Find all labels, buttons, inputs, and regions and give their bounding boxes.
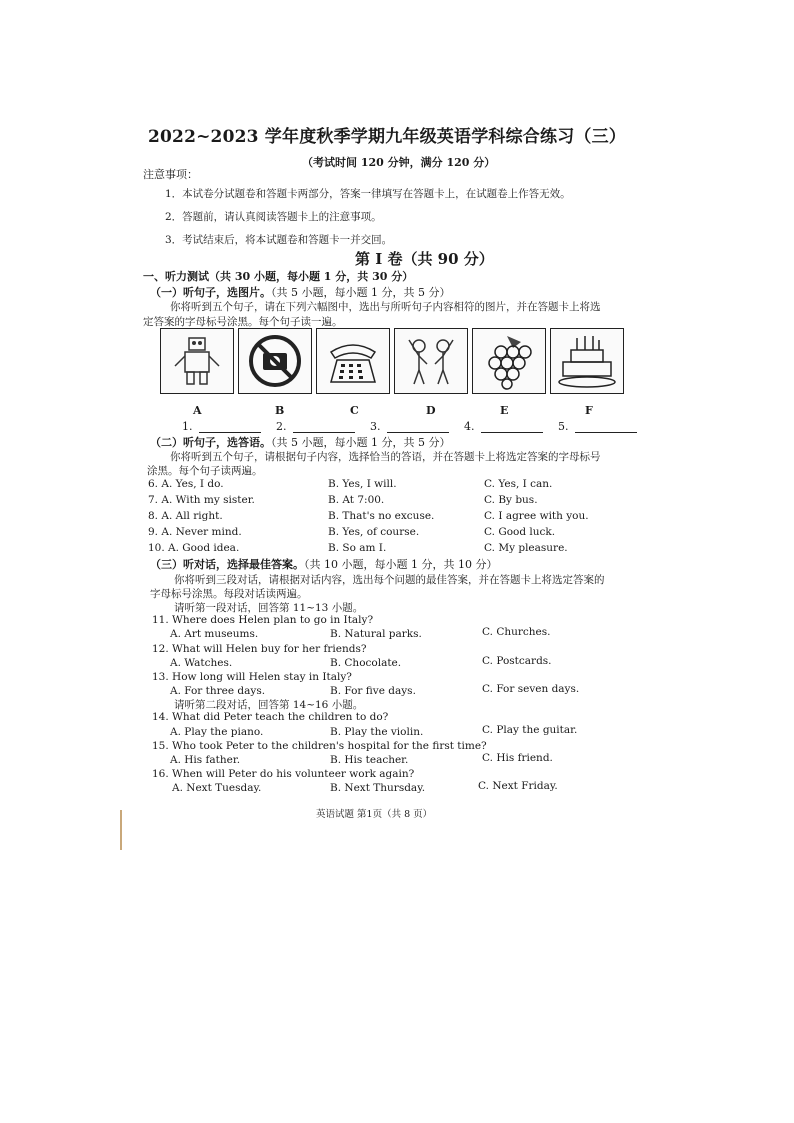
question-option: B. For five days. bbox=[330, 685, 416, 697]
question-option: 10. A. Good idea. bbox=[148, 542, 240, 554]
instruction-line: 你将听到三段对话，请根据对话内容，选出每个问题的最佳答案，并在答题卡上将选定答案的 bbox=[174, 574, 605, 586]
question-option: C. I agree with you. bbox=[484, 510, 589, 522]
picture-letter: E bbox=[500, 404, 509, 417]
instruction-line: 你将听到五个句子，请在下列六幅图中，选出与所听句子内容相符的图片，并在答题卡上将选 bbox=[170, 301, 601, 313]
question-stem: 16. When will Peter do his volunteer work again? bbox=[152, 768, 415, 780]
question-option: C. My pleasure. bbox=[484, 542, 568, 554]
answer-blank bbox=[199, 422, 261, 433]
telephone-icon bbox=[321, 332, 385, 390]
blank-number: 2. bbox=[276, 420, 287, 433]
question-option: C. Play the guitar. bbox=[482, 724, 578, 736]
subsection-score: （共 5 小题，每小题 1 分，共 5 分） bbox=[271, 286, 451, 299]
answer-blank bbox=[387, 422, 449, 433]
question-option: B. That's no excuse. bbox=[328, 510, 435, 522]
birthday-cake-picture bbox=[550, 328, 624, 394]
subsection-3 bbox=[150, 556, 497, 572]
note-item: 1．本试卷分试题卷和答题卡两部分，答案一律填写在答题卡上，在试题卷上作答无效。 bbox=[165, 188, 571, 200]
subsection-1 bbox=[150, 284, 450, 300]
question-option: C. For seven days. bbox=[482, 683, 580, 695]
blank-number: 4. bbox=[464, 420, 475, 433]
question-option: B. Natural parks. bbox=[330, 628, 422, 640]
question-option: C. His friend. bbox=[482, 752, 553, 764]
picture-letter: D bbox=[426, 404, 436, 417]
answer-blank bbox=[293, 422, 355, 433]
question-option: B. Yes, of course. bbox=[328, 526, 420, 538]
question-option: B. Yes, I will. bbox=[328, 478, 397, 490]
question-option: 8. A. All right. bbox=[148, 510, 223, 522]
question-option: 9. A. Never mind. bbox=[148, 526, 242, 538]
question-option: C. Good luck. bbox=[484, 526, 556, 538]
dialog-instruction: 请听第一段对话，回答第 11~13 小题。 bbox=[174, 602, 364, 614]
question-stem: 11. Where does Helen plan to go in Italy? bbox=[152, 614, 374, 626]
instruction-line: 定答案的字母标号涂黑。每个句子读一遍。 bbox=[143, 316, 343, 328]
picture-row bbox=[160, 328, 630, 400]
question-option: B. His teacher. bbox=[330, 754, 409, 766]
question-option: 7. A. With my sister. bbox=[148, 494, 255, 506]
robot-picture bbox=[160, 328, 234, 394]
question-stem: 14. What did Peter teach the children to do? bbox=[152, 711, 389, 723]
question-option: A. Art museums. bbox=[170, 628, 259, 640]
picture-letter: C bbox=[350, 404, 359, 417]
no-photo-icon bbox=[243, 332, 307, 390]
scan-edge-mark bbox=[120, 810, 122, 850]
subsection-score: （共 10 小题，每小题 1 分，共 10 分） bbox=[304, 558, 498, 571]
question-option: A. Play the piano. bbox=[170, 726, 264, 738]
question-stem: 15. Who took Peter to the children's hospital for the first time? bbox=[152, 740, 487, 752]
question-option: A. For three days. bbox=[170, 685, 266, 697]
page-footer: 英语试题 第1页（共 8 页） bbox=[316, 809, 433, 820]
grapes-picture bbox=[472, 328, 546, 394]
exam-time-note: （考试时间 120 分钟，满分 120 分） bbox=[302, 156, 496, 169]
question-option: C. By bus. bbox=[484, 494, 538, 506]
question-option: 6. A. Yes, I do. bbox=[148, 478, 224, 490]
question-option: A. Next Tuesday. bbox=[172, 782, 262, 794]
instruction-line: 字母标号涂黑。每段对话读两遍。 bbox=[150, 588, 308, 600]
question-option: A. His father. bbox=[170, 754, 241, 766]
blank-number: 3. bbox=[370, 420, 381, 433]
part-title: 第 I 卷（共 90 分） bbox=[355, 250, 494, 268]
question-option: C. Postcards. bbox=[482, 655, 552, 667]
exercising-kids-picture bbox=[394, 328, 468, 394]
question-option: B. So am I. bbox=[328, 542, 387, 554]
instruction-line: 你将听到五个句子，请根据句子内容，选择恰当的答语，并在答题卡上将选定答案的字母标号 bbox=[170, 451, 601, 463]
section-title: 一、听力测试（共 30 小题，每小题 1 分，共 30 分） bbox=[143, 270, 414, 283]
note-item: 2．答题前，请认真阅读答题卡上的注意事项。 bbox=[165, 211, 382, 223]
question-option: B. Next Thursday. bbox=[330, 782, 426, 794]
telephone-picture bbox=[316, 328, 390, 394]
dialog-instruction: 请听第二段对话，回答第 14~16 小题。 bbox=[174, 699, 364, 711]
question-option: C. Next Friday. bbox=[478, 780, 558, 792]
kids-icon bbox=[399, 332, 463, 390]
grapes-icon bbox=[477, 332, 541, 390]
page-title: 2022~2023 学年度秋季学期九年级英语学科综合练习（三） bbox=[148, 127, 626, 147]
answer-blank bbox=[575, 422, 637, 433]
question-option: B. At 7:00. bbox=[328, 494, 385, 506]
robot-icon bbox=[165, 332, 229, 390]
subsection-title: （三）听对话，选择最佳答案。 bbox=[150, 558, 304, 571]
picture-letter: A bbox=[193, 404, 202, 417]
cake-icon bbox=[555, 332, 619, 390]
no-camera-picture bbox=[238, 328, 312, 394]
question-option: B. Chocolate. bbox=[330, 657, 402, 669]
subsection-score: （共 5 小题，每小题 1 分，共 5 分） bbox=[271, 436, 451, 449]
blank-number: 1. bbox=[182, 420, 193, 433]
question-stem: 12. What will Helen buy for her friends? bbox=[152, 643, 367, 655]
note-item: 3．考试结束后，将本试题卷和答题卡一并交回。 bbox=[165, 234, 393, 246]
question-option: B. Play the violin. bbox=[330, 726, 424, 738]
question-option: A. Watches. bbox=[170, 657, 233, 669]
question-option: C. Churches. bbox=[482, 626, 551, 638]
blank-number: 5. bbox=[558, 420, 569, 433]
subsection-title: （二）听句子，选答语。 bbox=[150, 436, 271, 449]
question-stem: 13. How long will Helen stay in Italy? bbox=[152, 671, 352, 683]
subsection-title: （一）听句子，选图片。 bbox=[150, 286, 271, 299]
picture-letter: B bbox=[275, 404, 285, 417]
question-option: C. Yes, I can. bbox=[484, 478, 553, 490]
picture-letter: F bbox=[585, 404, 593, 417]
answer-blank bbox=[481, 422, 543, 433]
notes-heading: 注意事项： bbox=[143, 168, 198, 181]
answer-blank-row bbox=[182, 420, 637, 433]
instruction-line: 涂黑。每个句子读两遍。 bbox=[147, 465, 263, 477]
subsection-2 bbox=[150, 434, 450, 450]
